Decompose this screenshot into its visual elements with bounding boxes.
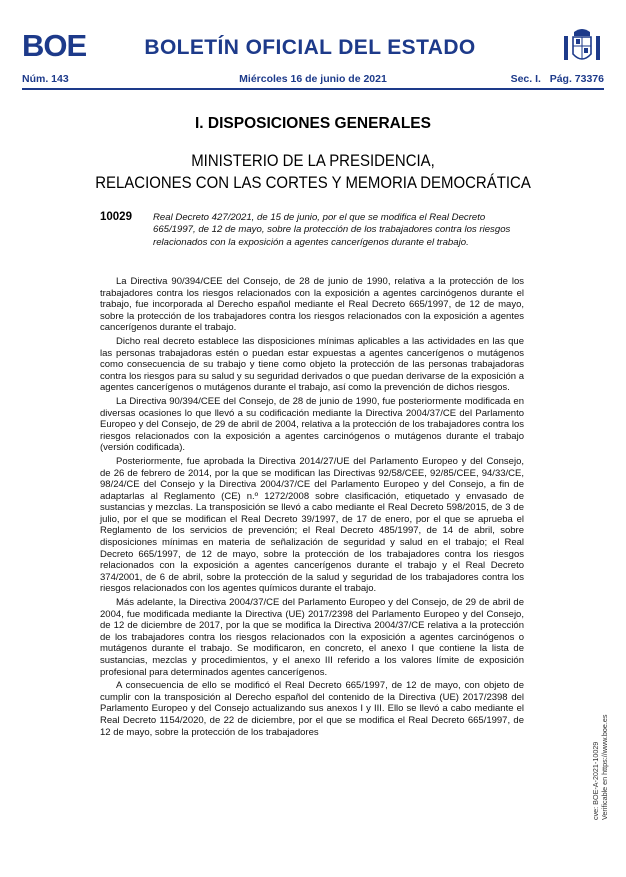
- header-meta: [22, 73, 604, 87]
- paragraph: Dicho real decreto establece las disposiciones mínimas aplicables a las actividades en las que las personas trabajadoras estén o puedan estar expuestas a agentes cancerígenos o mutágenos como consecuencia de su trabajo y tiene como objeto la protección de las personas trabajadoras contra los riesgos para su salud y su seguridad derivados o que puedan derivarse de la exposición a agentes cancerígenos o mutágenos durante el trabajo, así como la prevención de dichos riesgos.: [100, 335, 524, 394]
- paragraph: Posteriormente, fue aprobada la Directiva 2014/27/UE del Parlamento Europeo y del Consejo, de 26 de febrero de 2014, por la que se modifican las Directivas 92/58/CEE, 92/85/CEE, 94/33/CE, 98/24/CE del Consejo y la Directiva 2004/37/CE del Parlamento Europeo y del Consejo, a fin de adaptarlas al Reglamento (CE) n.º 1272/2008 sobre clasificación, etiquetado y envasado de sustancias y mezclas. La transposición se llevó a cabo mediante el Real Decreto 598/2015, de 3 de julio, por el que se modifican el Real Decreto 39/1997, de 17 de enero, por el que se aprueba el Reglamento de los servicios de prevención; el Real Decreto 485/1997, de 14 de abril, sobre disposiciones mínimas en materia de señalización de seguridad y salud en el trabajo; el Real Decreto 665/1997, de 12 de mayo, sobre la protección de los trabajadores contra los riesgos relacionados con la exposición a agentes cancerígenos durante el trabajo y el Real Decreto 374/2001, de 6 de abril, sobre la protección de la salud y seguridad de los trabajadores contra los riesgos relacionados con los agentes químicos durante el trabajo.: [100, 455, 524, 595]
- paragraph: A consecuencia de ello se modificó el Real Decreto 665/1997, de 12 de mayo, con objeto de cumplir con la transposición al Derecho español del contenido de la Directiva (UE) 2017/2398 del Parlamento Europeo y del Consejo actualizando sus anexos I y III. Ello se llevó a cabo mediante el Real Decreto 1154/2020, de 22 de diciembre, por el que se modifica el Real Decreto 665/1997, de 12 de mayo, sobre la protección de los trabajadores: [100, 680, 524, 738]
- ministry-line-1: MINISTERIO DE LA PRESIDENCIA,: [191, 151, 435, 170]
- boe-logo: [22, 30, 88, 60]
- verification-url[interactable]: Verificable en https://www.boe.es: [600, 714, 609, 820]
- paragraph: La Directiva 90/394/CEE del Consejo, de 28 de junio de 1990, relativa a la protección de los trabajadores contra los riesgos relacionados con la exposición a agentes carcinógenos durante el trabajo, fue incorporada al Derecho español mediante el Real Decreto 665/1997, de 12 de mayo, sobre la protección de los trabajadores contra los riesgos relacionados con la exposición a agentes cancerígenos durante el trabajo.: [100, 276, 524, 334]
- journal-title: BOLETÍN OFICIAL DEL ESTADO: [144, 36, 476, 59]
- ministry-heading: [38, 150, 589, 194]
- header-rule: [22, 88, 604, 90]
- issue-number: Núm. 143: [22, 73, 69, 85]
- ministry-line-2: RELACIONES CON LAS CORTES Y MEMORIA DEMOCRÁTICA: [95, 173, 531, 192]
- decree-title: Real Decreto 427/2021, de 15 de junio, por el que se modifica el Real Decreto 665/1997, de 12 de mayo, sobre la protección de los trabajadores contra los riesgos relacionados con la exposición a agentes cancerígenos durante el trabajo.: [153, 212, 511, 248]
- issue-date: Miércoles 16 de junio de 2021: [239, 73, 387, 85]
- boe-logo-text: BOE: [22, 30, 87, 60]
- verification-note: [591, 715, 609, 820]
- coat-of-arms-icon: [562, 26, 602, 68]
- paragraph: Más adelante, la Directiva 2004/37/CE del Parlamento Europeo y del Consejo, de 29 de abril de 2004, fue modificada mediante la Directiva (UE) 2017/2398 del Parlamento Europeo y del Consejo, de 12 de diciembre de 2017, por la que se modifica la Directiva 2004/37/CE relativa a la protección de los trabajadores contra los riesgos relacionados con la exposición a agentes carcinógenos o mutágenos durante el trabajo. Se modificaron, en concreto, el anexo I que contiene la lista de sustancias, mezclas y procedimientos, y el anexo III referido a los valores límite de exposición profesional para determinados agentes cancerígenos.: [100, 597, 524, 678]
- decree-body: [100, 276, 524, 740]
- section-page: Sec. I. Pág. 73376: [510, 73, 604, 85]
- section-title: I. DISPOSICIONES GENERALES: [195, 115, 431, 132]
- paragraph: La Directiva 90/394/CEE del Consejo, de 28 de junio de 1990, fue posteriormente modificada en diversas ocasiones lo que llevó a su codificación mediante la Directiva 2004/37/CE del Parlamento Europeo y del Consejo, de 29 de abril de 2004, relativa a la protección de los trabajadores contra los riesgos relacionados con la exposición a agentes carcinógenos o mutágenos durante el trabajo (versión codificada).: [100, 395, 524, 454]
- decree-number: 10029: [100, 211, 132, 223]
- cve-code: cve: BOE-A-2021-10029: [591, 741, 600, 820]
